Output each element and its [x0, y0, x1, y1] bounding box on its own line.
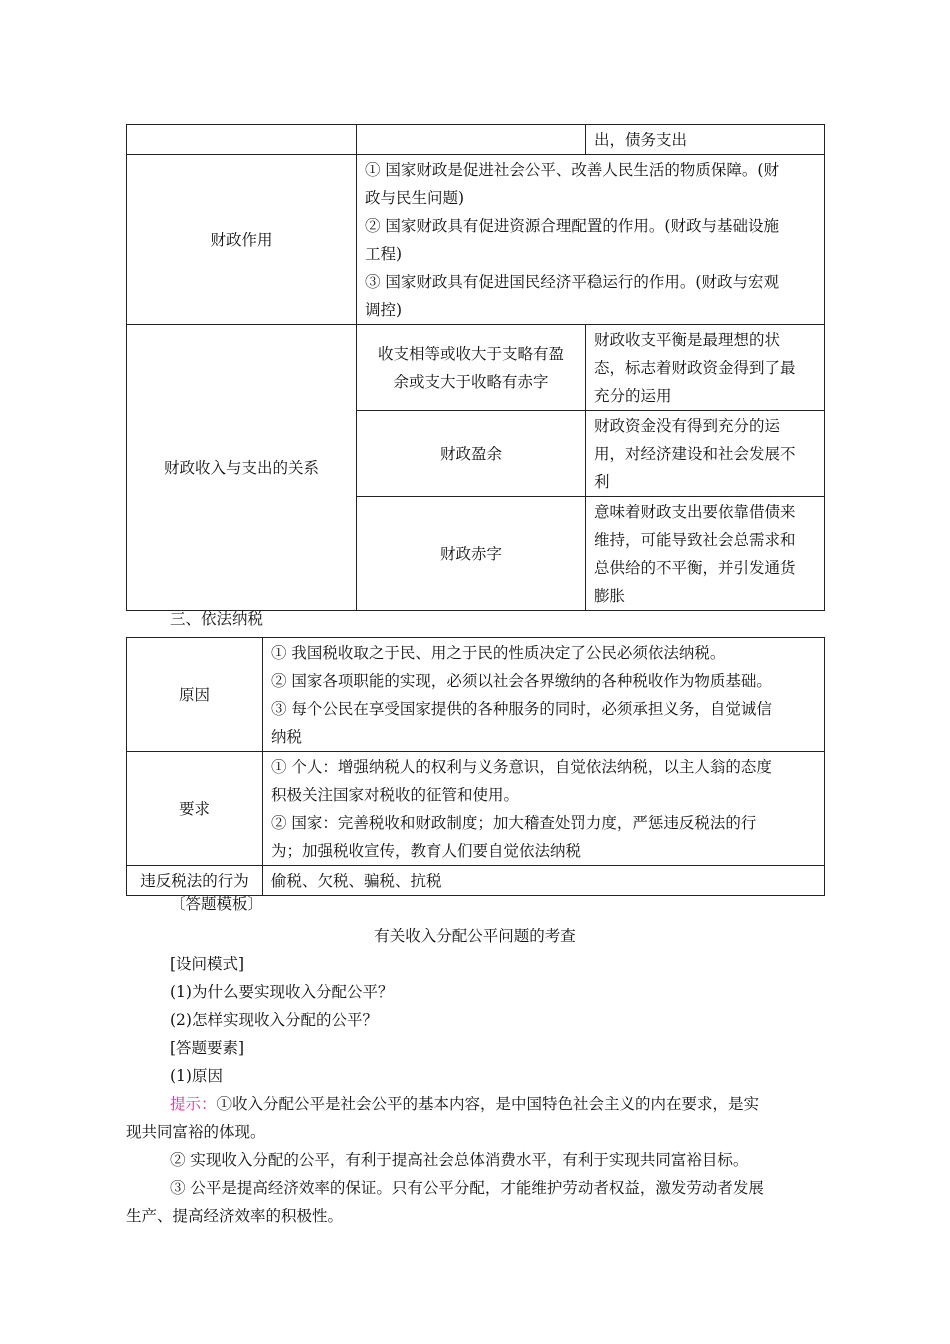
- cell-line: ③ 国家财政具有促进国民经济平稳运行的作用。(财政与宏观: [365, 272, 779, 291]
- table-cell: [263, 638, 825, 752]
- cell-line: ② 国家财政具有促进资源合理配置的作用。(财政与基础设施: [365, 216, 779, 235]
- table-cell: [357, 155, 825, 325]
- table-row: [127, 325, 825, 411]
- table-cell: [357, 497, 586, 611]
- section-heading: 三、依法纳税: [170, 610, 264, 628]
- table-cell: [357, 411, 586, 497]
- row-label: 财政作用: [127, 155, 357, 325]
- hint-text: ①收入分配公平是社会公平的基本内容，是中国特色社会主义的内在要求，是实: [216, 1095, 760, 1113]
- table-row: [127, 125, 825, 155]
- cell-line: 偷税、欠税、骗税、抗税: [271, 871, 442, 890]
- cell-line: 财政盈余: [439, 444, 502, 463]
- cell-line: 为；加强税收宣传，教育人们要自觉依法纳税: [271, 841, 582, 860]
- paragraph-line: ② 实现收入分配的公平，有利于提高社会总体消费水平，有利于实现共同富裕目标。: [170, 1151, 749, 1169]
- reason-heading: (1)原因: [170, 1067, 223, 1085]
- cell-line: 膨胀: [594, 586, 626, 605]
- table-cell: [357, 125, 586, 155]
- hint-label: 提示：: [170, 1095, 217, 1113]
- tax-table: [126, 637, 825, 896]
- cell-line: 调控): [365, 300, 403, 319]
- cell-line: 意味着财政支出要依靠借债来: [594, 502, 796, 521]
- cell-line: 利: [594, 472, 610, 491]
- setup-tag: [设问模式]: [170, 955, 245, 973]
- cell-line: 财政收支平衡是最理想的状: [594, 330, 781, 349]
- paragraph-line: ③ 公平是提高经济效率的保证。只有公平分配，才能维护劳动者权益，激发劳动者发展: [170, 1179, 764, 1197]
- fiscal-table: [126, 124, 825, 611]
- cell-line: 充分的运用: [594, 386, 672, 405]
- row-label: 原因: [127, 638, 263, 752]
- cell-line: ① 个人：增强纳税人的权利与义务意识，自觉依法纳税，以主人翁的态度: [271, 757, 772, 776]
- cell-line: 纳税: [271, 727, 303, 746]
- cell-line: 总供给的不平衡，并引发通货: [594, 558, 796, 577]
- cell-line: 收支相等或收大于支略有盈: [377, 344, 564, 363]
- cell-line: ① 国家财政是促进社会公平、改善人民生活的物质保障。(财: [365, 160, 779, 179]
- cell-line: 财政资金没有得到充分的运: [594, 416, 781, 435]
- table-cell: 出，债务支出: [586, 125, 825, 155]
- hint-paragraph-line: [126, 1090, 868, 1119]
- cell-line: 用，对经济建设和社会发展不: [594, 444, 796, 463]
- paragraph-line: 生产、提高经济效率的积极性。: [126, 1207, 344, 1225]
- paragraph-line: 现共同富裕的体现。: [126, 1123, 266, 1141]
- cell-line: ① 我国税收取之于民、用之于民的性质决定了公民必须依法纳税。: [271, 643, 726, 662]
- cell-line: ② 国家：完善税收和财政制度；加大稽查处罚力度，严惩违反税法的行: [271, 813, 757, 832]
- question-1: (1)为什么要实现收入分配公平？: [170, 983, 394, 1001]
- table-row: [127, 638, 825, 752]
- table-cell: [586, 325, 825, 411]
- cell-line: 余或支大于收略有赤字: [393, 372, 549, 391]
- cell-line: ③ 每个公民在享受国家提供的各种服务的同时，必须承担义务，自觉诚信: [271, 699, 772, 718]
- cell-line: 态，标志着财政资金得到了最: [594, 358, 796, 377]
- table-row: [127, 752, 825, 866]
- question-2: (2)怎样实现收入分配的公平？: [170, 1011, 378, 1029]
- template-tag: 〔答题模板〕: [170, 895, 264, 913]
- table-cell: [263, 752, 825, 866]
- row-label: 违反税法的行为: [127, 866, 263, 896]
- elements-tag: [答题要素]: [170, 1039, 245, 1057]
- row-label: 要求: [127, 752, 263, 866]
- table-row: [127, 155, 825, 325]
- cell-line: ② 国家各项职能的实现，必须以社会各界缴纳的各种税收作为物质基础。: [271, 671, 772, 690]
- table-cell: [357, 325, 586, 411]
- cell-line: 积极关注国家对税收的征管和使用。: [271, 785, 520, 804]
- template-title: 有关收入分配公平问题的考查: [374, 927, 576, 945]
- cell-line: 政与民生问题): [365, 188, 465, 207]
- table-cell: [586, 411, 825, 497]
- row-label: 财政收入与支出的关系: [127, 325, 357, 611]
- cell-line: 财政赤字: [439, 544, 502, 563]
- table-cell: [127, 125, 357, 155]
- cell-line: 工程): [365, 244, 403, 263]
- table-cell: [586, 497, 825, 611]
- cell-line: 维持，可能导致社会总需求和: [594, 530, 796, 549]
